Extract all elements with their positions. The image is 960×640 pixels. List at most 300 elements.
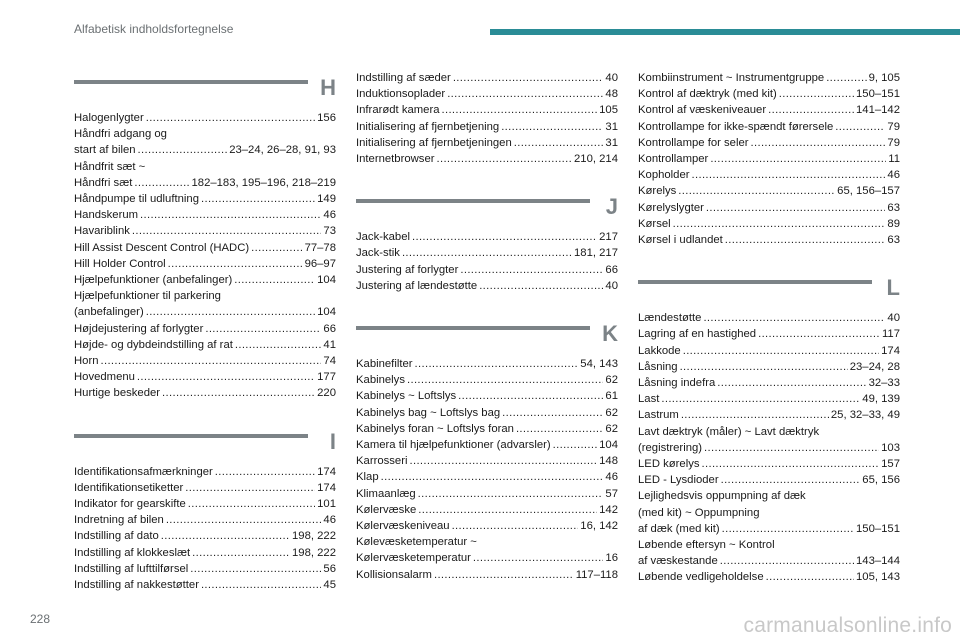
entry-label: Indstilling af sæder: [356, 72, 451, 84]
entry-label: Kabinelys ~ Loftslys: [356, 390, 457, 403]
index-entry: [356, 567, 618, 583]
entry-label: Identifikationsetiketter: [74, 481, 184, 494]
entry-label: Lændestøtte: [638, 312, 702, 325]
entry-line: [356, 135, 618, 151]
index-entry: [356, 278, 618, 294]
dot-leader: [758, 326, 880, 342]
entry-page-ref: 89: [887, 217, 900, 230]
section-divider-line: [74, 80, 308, 84]
entry-page-ref: 79: [887, 136, 900, 149]
entry-label: Kontrol af væskeniveauer: [638, 104, 767, 117]
entry-page-ref: 198, 222: [292, 546, 336, 559]
entry-line: [638, 102, 900, 118]
index-entry: [356, 70, 618, 86]
entry-page-ref: 31: [605, 120, 618, 133]
index-section: [356, 70, 618, 167]
header-title: Alfabetisk indholdsfortegnelse: [74, 22, 234, 36]
entry-page-ref: 40: [605, 72, 618, 84]
index-entry: [638, 167, 900, 183]
entry-line: [638, 553, 900, 569]
index-entry: [638, 375, 900, 391]
entry-page-ref: 40: [605, 279, 618, 292]
entry-label: Indstilling af dato: [74, 530, 159, 543]
dot-leader: [501, 119, 603, 135]
entry-label: Hovedmenu: [74, 371, 135, 384]
entry-line: [74, 369, 336, 385]
index-entry: [74, 337, 336, 353]
entry-label: Lakkode: [638, 344, 681, 357]
entry-label: Lastrum: [638, 409, 679, 422]
dot-leader: [434, 567, 574, 583]
entry-page-ref: 73: [323, 225, 336, 238]
index-entry: [638, 326, 900, 342]
dot-leader: [720, 553, 854, 569]
dot-leader: [452, 518, 579, 534]
entry-line: [356, 119, 618, 135]
entry-line: [74, 353, 336, 369]
entry-label: Kollisionsalarm: [356, 568, 432, 581]
section-divider-line: [638, 280, 872, 284]
index-entry: [356, 421, 618, 437]
entry-line: [638, 86, 900, 102]
section-header: [356, 316, 618, 356]
index-entry: [356, 119, 618, 135]
section-letter: H: [320, 75, 336, 100]
entry-label: Håndpumpe til udluftning: [74, 193, 199, 206]
entry-line: [356, 405, 618, 421]
entry-label: Kørelys: [638, 185, 677, 198]
section-header: [638, 270, 900, 310]
index-entry: [356, 502, 618, 518]
section-divider-line: [356, 326, 590, 330]
entry-page-ref: 45: [323, 579, 336, 592]
entry-page-ref: 181, 217: [574, 247, 618, 260]
entry-page-ref: 54, 143: [580, 358, 618, 371]
entry-label: Kørsel i udlandet: [638, 234, 723, 247]
entry-line: [638, 569, 900, 585]
entry-line: [356, 567, 618, 583]
dot-leader: [826, 70, 866, 86]
index-column-2: [356, 70, 618, 605]
header-accent-bar: [490, 29, 960, 35]
dot-leader: [710, 151, 886, 167]
entry-line: [638, 472, 900, 488]
section-letter: J: [605, 194, 618, 220]
entry-label: Halogenlygter: [74, 112, 144, 124]
entry-label: Kølervæske: [356, 503, 417, 516]
entry-page-ref: 150–151: [856, 522, 900, 535]
section-divider-line: [74, 434, 308, 438]
entry-line: [74, 496, 336, 512]
index-entry: [638, 310, 900, 326]
dot-leader: [442, 102, 598, 118]
entry-page-ref: 210, 214: [574, 153, 618, 166]
index-column-3: [638, 70, 900, 608]
index-entry: [638, 424, 900, 456]
entry-line: [356, 278, 618, 294]
dot-leader: [706, 200, 886, 216]
entry-label: Lagring af en hastighed: [638, 328, 757, 341]
index-entry: [356, 102, 618, 118]
dot-leader: [168, 256, 303, 272]
entry-line: [74, 142, 336, 158]
index-entry: [356, 356, 618, 372]
dot-leader: [140, 207, 321, 223]
entry-label: Kørsel: [638, 217, 671, 230]
index-entry: [74, 369, 336, 385]
dot-leader: [409, 453, 597, 469]
entry-label: (registrering): [638, 441, 703, 454]
entry-page-ref: 46: [323, 514, 336, 527]
index-entry: [356, 229, 618, 245]
index-entry: [74, 126, 336, 158]
dot-leader: [502, 405, 603, 421]
entry-page-ref: 105: [599, 104, 618, 117]
entry-page-ref: 143–144: [856, 555, 900, 568]
index-entry: [356, 437, 618, 453]
entry-label: Håndfri sæt: [74, 176, 133, 189]
dot-leader: [205, 321, 321, 337]
dot-leader: [146, 110, 315, 126]
section-header: [74, 70, 336, 110]
entry-label: Handskerum: [74, 209, 139, 222]
entry-label: Klimaanlæg: [356, 487, 416, 500]
section-letter: L: [886, 275, 900, 301]
entry-label: Kabinelys bag ~ Loftslys bag: [356, 406, 501, 419]
entry-line: [638, 310, 900, 326]
index-entry: [74, 110, 336, 126]
dot-leader: [418, 502, 597, 518]
dot-leader: [458, 388, 603, 404]
entry-line: [356, 372, 618, 388]
entry-label: Havariblink: [74, 225, 130, 238]
entry-label: LED kørelys: [638, 458, 700, 471]
index-entry: [638, 102, 900, 118]
index-section: [74, 424, 336, 594]
dot-leader: [473, 550, 604, 566]
entry-line: [74, 321, 336, 337]
entry-label: Initialisering af fjernbetjening: [356, 120, 500, 133]
index-entry: [638, 183, 900, 199]
entry-page-ref: 198, 222: [292, 530, 336, 543]
entry-page-ref: 16: [605, 552, 618, 565]
entry-label: af dæk (med kit): [638, 522, 720, 535]
dot-leader: [661, 391, 860, 407]
entry-page-ref: 11: [888, 153, 900, 166]
entry-page-ref: 157: [881, 458, 900, 471]
entry-line: [356, 356, 618, 372]
dot-leader: [673, 216, 886, 232]
entry-line: [74, 304, 336, 320]
entry-label-line: Hjælpefunktioner til parkering: [74, 290, 221, 303]
index-entry: [638, 232, 900, 248]
dot-leader: [460, 262, 603, 278]
index-entry: [74, 207, 336, 223]
entry-label: Identifikationsafmærkninger: [74, 465, 213, 478]
dot-leader: [415, 356, 579, 372]
entry-label: Justering af lændestøtte: [356, 279, 478, 292]
entry-label: Horn: [74, 355, 99, 368]
entry-label: Hurtige beskeder: [74, 387, 161, 400]
dot-leader: [681, 407, 829, 423]
index-entry: [638, 216, 900, 232]
dot-leader: [678, 183, 835, 199]
entry-page-ref: 104: [317, 306, 336, 319]
entry-line: [638, 359, 900, 375]
entry-page-ref: 182–183, 195–196, 218–219: [191, 176, 336, 189]
dot-leader: [234, 272, 315, 288]
entry-label: Højde- og dybdeindstilling af rat: [74, 338, 233, 351]
dot-leader: [717, 375, 866, 391]
dot-leader: [190, 561, 321, 577]
entry-page-ref: 104: [317, 274, 336, 287]
entry-label: Kølervæsketemperatur: [356, 552, 471, 565]
entry-line: [356, 70, 618, 86]
index-entry: [74, 288, 336, 320]
index-entry: [74, 496, 336, 512]
entry-page-ref: 31: [605, 136, 618, 149]
dot-leader: [514, 135, 604, 151]
index-section: [356, 316, 618, 583]
entry-label: Kabinefilter: [356, 358, 413, 371]
dot-leader: [447, 86, 603, 102]
entry-label: Hjælpefunktioner (anbefalinger): [74, 274, 233, 287]
entry-label: Kontrol af dæktryk (med kit): [638, 88, 777, 101]
entry-line: [356, 262, 618, 278]
entry-page-ref: 48: [605, 88, 618, 101]
entry-line: [74, 337, 336, 353]
entry-page-ref: 40: [887, 312, 900, 325]
entry-label: Last: [638, 393, 660, 406]
entry-line: [356, 518, 618, 534]
entry-line: [638, 440, 900, 456]
index-section: [74, 70, 336, 402]
dot-leader: [101, 353, 322, 369]
entry-line: [356, 453, 618, 469]
index-entry: [74, 577, 336, 593]
entry-line: [638, 456, 900, 472]
entry-line: [638, 183, 900, 199]
entry-label-line: Løbende eftersyn ~ Kontrol: [638, 539, 775, 552]
entry-line: [74, 207, 336, 223]
entry-line: [74, 528, 336, 544]
entry-page-ref: 79: [887, 120, 900, 133]
page-number: 228: [30, 612, 51, 626]
index-entry: [638, 86, 900, 102]
index-entry: [74, 223, 336, 239]
entry-line: [74, 480, 336, 496]
entry-page-ref: 56: [323, 562, 336, 575]
index-entry: [356, 486, 618, 502]
index-entry: [74, 240, 336, 256]
entry-line: [356, 229, 618, 245]
section-header: [74, 424, 336, 464]
entry-page-ref: 149: [317, 193, 336, 206]
entry-label: Låsning indefra: [638, 377, 716, 390]
entry-page-ref: 62: [605, 374, 618, 387]
entry-line: [74, 561, 336, 577]
dot-leader: [516, 421, 603, 437]
entry-page-ref: 96–97: [304, 257, 336, 270]
dot-leader: [137, 369, 315, 385]
entry-page-ref: 61: [605, 390, 618, 403]
index-entry: [356, 372, 618, 388]
entry-page-ref: 32–33: [868, 377, 900, 390]
entry-label: Justering af forlygter: [356, 263, 459, 276]
entry-page-ref: 142: [599, 503, 618, 516]
dot-leader: [162, 385, 315, 401]
entry-label: Kontrollampe for ikke-spændt førersele: [638, 120, 834, 133]
dot-leader: [722, 521, 854, 537]
dot-leader: [725, 232, 886, 248]
entry-page-ref: 148: [599, 455, 618, 468]
entry-page-ref: 66: [323, 322, 336, 335]
entry-page-ref: 62: [605, 406, 618, 419]
dot-leader: [138, 142, 228, 158]
entry-label: Løbende vedligeholdelse: [638, 571, 764, 584]
entry-page-ref: 101: [317, 498, 336, 511]
index-entry: [74, 321, 336, 337]
entry-line: [74, 223, 336, 239]
entry-label: Initialisering af fjernbetjeningen: [356, 136, 512, 149]
entry-line: [638, 216, 900, 232]
section-header: [356, 189, 618, 229]
entry-label: Kopholder: [638, 169, 690, 182]
index-entry: [638, 200, 900, 216]
dot-leader: [751, 135, 886, 151]
index-entry: [74, 512, 336, 528]
dot-leader: [479, 278, 603, 294]
index-entry: [638, 119, 900, 135]
entry-label: Kontrollamper: [638, 153, 709, 166]
index-entry: [638, 135, 900, 151]
entry-label: Hill Assist Descent Control (HADC): [74, 241, 250, 254]
dot-leader: [768, 102, 854, 118]
index-entry: [638, 70, 900, 86]
entry-line: [74, 256, 336, 272]
entry-label: LED - Lysdioder: [638, 474, 719, 487]
dot-leader: [192, 545, 290, 561]
index-entry: [74, 561, 336, 577]
entry-label: Kølervæskeniveau: [356, 520, 450, 533]
entry-label: Kamera til hjælpefunktioner (advarsler): [356, 439, 551, 452]
dot-leader: [201, 577, 321, 593]
entry-line: [356, 102, 618, 118]
entry-line: [356, 550, 618, 566]
entry-page-ref: 9, 105: [868, 72, 900, 84]
entry-line: [638, 135, 900, 151]
entry-page-ref: 63: [887, 201, 900, 214]
watermark-text: carmanualsonline.info: [743, 614, 952, 637]
dot-leader: [704, 440, 879, 456]
entry-label: Indikator for gearskifte: [74, 498, 186, 511]
entry-page-ref: 63: [887, 234, 900, 247]
entry-label: Internetbrowser: [356, 153, 435, 166]
index-entry: [356, 405, 618, 421]
entry-label: Induktionsoplader: [356, 88, 446, 101]
entry-page-ref: 103: [881, 441, 900, 454]
entry-line: [74, 464, 336, 480]
index-entry: [74, 528, 336, 544]
dot-leader: [215, 464, 315, 480]
entry-page-ref: 156: [317, 112, 336, 124]
entry-page-ref: 177: [317, 371, 336, 384]
entry-line: [74, 577, 336, 593]
entry-line: [638, 375, 900, 391]
entry-line: [638, 391, 900, 407]
entry-line: [74, 272, 336, 288]
entry-label: Jack-kabel: [356, 231, 410, 244]
entry-line: [638, 200, 900, 216]
entry-page-ref: 66: [605, 263, 618, 276]
index-entry: [74, 464, 336, 480]
dot-leader: [134, 175, 189, 191]
dot-leader: [188, 496, 315, 512]
dot-leader: [703, 310, 885, 326]
dot-leader: [437, 151, 573, 167]
entry-line: [356, 245, 618, 261]
index-entry: [74, 545, 336, 561]
entry-page-ref: 141–142: [856, 104, 900, 117]
entry-line: [638, 119, 900, 135]
index-entry: [356, 151, 618, 167]
entry-line: [356, 486, 618, 502]
entry-label: Indstilling af lufttilførsel: [74, 562, 189, 575]
entry-line: [638, 167, 900, 183]
index-entry: [356, 245, 618, 261]
entry-page-ref: 220: [317, 387, 336, 400]
entry-page-ref: 57: [605, 487, 618, 500]
entry-label-line: Håndfri adgang og: [74, 128, 167, 141]
dot-leader: [132, 223, 322, 239]
entry-label: Infrarødt kamera: [356, 104, 440, 117]
entry-page-ref: 174: [317, 465, 336, 478]
index-entry: [638, 488, 900, 537]
entry-page-ref: 117–118: [575, 568, 618, 581]
entry-line: [638, 151, 900, 167]
index-section: [638, 70, 900, 248]
section-letter: K: [602, 321, 618, 347]
entry-line: [74, 191, 336, 207]
index-entry: [74, 159, 336, 191]
entry-page-ref: 23–24, 28: [849, 360, 900, 373]
entry-line: [74, 240, 336, 256]
index-entry: [74, 385, 336, 401]
entry-label: Indstilling af nakkestøtter: [74, 579, 199, 592]
entry-line: [356, 469, 618, 485]
dot-leader: [721, 472, 861, 488]
index-entry: [74, 353, 336, 369]
entry-line: [74, 385, 336, 401]
entry-label-line: Lavt dæktryk (måler) ~ Lavt dæktryk: [638, 425, 820, 438]
dot-leader: [779, 86, 854, 102]
entry-label-line: (med kit) ~ Oppumpning: [638, 506, 760, 519]
entry-page-ref: 65, 156–157: [837, 185, 900, 198]
entry-page-ref: 150–151: [856, 88, 900, 101]
index-column-1: [74, 70, 336, 615]
entry-line: [356, 437, 618, 453]
entry-label: Jack-stik: [356, 247, 400, 260]
entry-page-ref: 77–78: [304, 241, 336, 254]
dot-leader: [402, 245, 572, 261]
section-divider-line: [356, 199, 590, 203]
entry-page-ref: 49, 139: [862, 393, 900, 406]
entry-label: Kabinelys: [356, 374, 405, 387]
index-entry: [638, 151, 900, 167]
entry-line: [638, 70, 900, 86]
entry-line: [638, 232, 900, 248]
entry-page-ref: 117: [881, 328, 900, 341]
